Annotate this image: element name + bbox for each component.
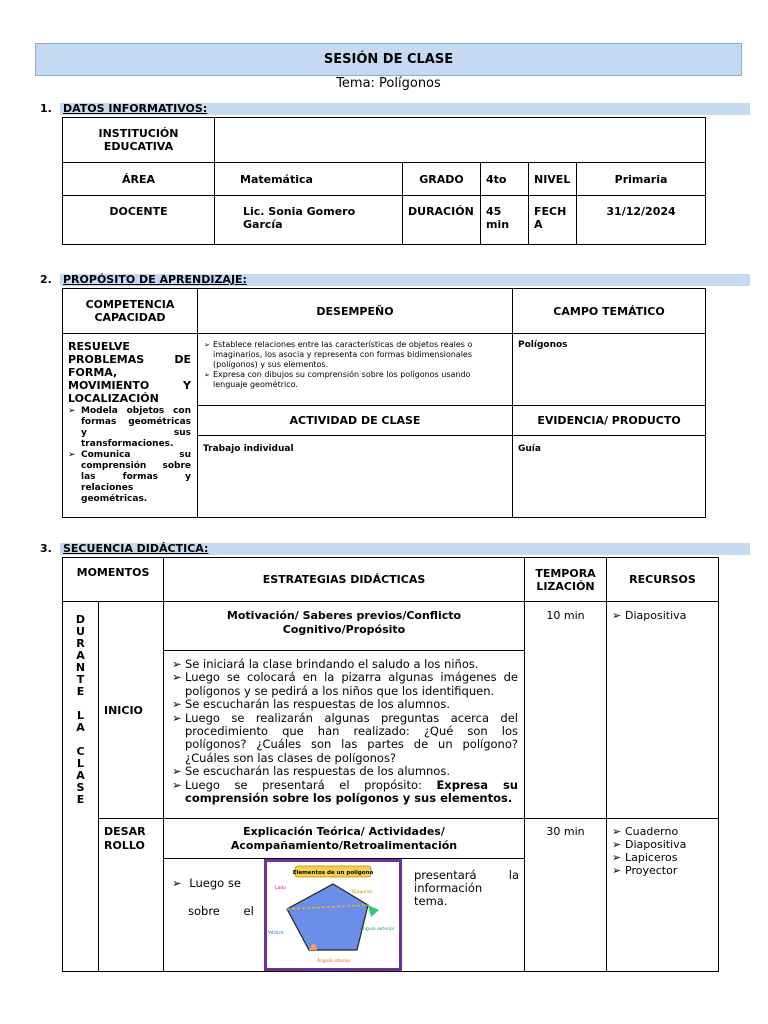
capacidades-list: [68, 406, 191, 505]
desarrollo-text-right: presentará la información tema.: [414, 868, 519, 908]
list-item: ➢ Diapositiva: [612, 838, 713, 851]
list-item: ➢ Luego se presentará el propósito: Expresa su comprensión sobre los polígonos y sus elementos.: [172, 779, 518, 806]
polygon-diagram: [267, 862, 399, 968]
section-label: PROPÓSITO DE APRENDIZAJE:: [63, 273, 247, 286]
desempeno-header: DESEMPEÑO: [198, 289, 513, 334]
list-item: ➢ Diapositiva: [612, 609, 713, 622]
list-item: ➢ Se escucharán las respuestas de los alumnos.: [172, 698, 518, 711]
section-number: 3.: [40, 542, 52, 555]
diagram-title: Elementos de un polígono: [292, 870, 374, 876]
datos-informativos-table: [62, 117, 706, 245]
section-1-heading: [0, 102, 750, 115]
inicio-time: 10 min: [525, 602, 607, 819]
list-item: ➢ Expresa con dibujos su comprensión sobre los polígonos usando lenguaje geométrico.: [204, 370, 506, 390]
fecha-value: 31/12/2024: [577, 196, 706, 245]
competencia-header: COMPETENCIA CAPACIDAD: [63, 289, 198, 334]
recursos-header: RECURSOS: [607, 558, 719, 602]
polygon-image: [264, 859, 402, 971]
section-label: SECUENCIA DIDÁCTICA:: [63, 542, 209, 555]
angulo-exterior-label: Ángulo exterior: [360, 927, 395, 932]
desarrollo-text-left: ➢ Luego se sobre el: [172, 876, 254, 918]
diagonal-label: Diagonal: [352, 890, 372, 895]
actividad-header: ACTIVIDAD DE CLASE: [198, 406, 513, 436]
desempeno-cell: [198, 334, 513, 406]
list-item: ➢ Modela objetos con formas geométricas y sus transformaciones.: [68, 406, 191, 450]
angulo-interior-label: Ángulo interior: [317, 959, 351, 964]
inicio-recursos: [607, 602, 719, 819]
list-item: ➢ Cuaderno: [612, 825, 713, 838]
desarrollo-time: 30 min: [525, 819, 607, 972]
area-value: Matemática: [215, 163, 403, 196]
fecha-label: FECH A: [529, 196, 577, 245]
list-item: ➢ Se iniciará la clase brindando el saludo a los niños.: [172, 658, 518, 671]
institucion-label: INSTITUCIÓN EDUCATIVA: [63, 118, 215, 163]
list-item: ➢ Establece relaciones entre las características de objetos reales o imaginarios, los asocia y representa con formas bidimensionales (polígonos) y sus elementos.: [204, 340, 506, 370]
competencia-cell: [63, 334, 198, 518]
grado-value: 4to: [481, 163, 529, 196]
evidencia-value: Guía: [513, 436, 706, 518]
grado-label: GRADO: [403, 163, 481, 196]
actividad-value: Trabajo individual: [198, 436, 513, 518]
list-item: ➢ Luego se realizarán algunas preguntas acerca del procedimiento que han realizado: ¿Qué son los polígonos? ¿Cuáles son las partes de un polígono? ¿Cuáles son las clases de polígonos?: [172, 712, 518, 766]
secuencia-table: [62, 557, 719, 972]
session-title: SESIÓN DE CLASE: [35, 43, 742, 76]
list-item: ➢ Luego se colocará en la pizarra algunas imágenes de polígonos y se pedirá a los niños que los identifiquen.: [172, 671, 518, 698]
inicio-list: [172, 658, 518, 805]
estrategias-header: ESTRATEGIAS DIDÁCTICAS: [164, 558, 525, 602]
desarrollo-recursos: [607, 819, 719, 972]
inicio-label: INICIO: [99, 602, 164, 819]
nivel-label: NIVEL: [529, 163, 577, 196]
competencia-text: RESUELVE PROBLEMAS DE FORMA, MOVIMIENTO Y LOCALIZACIÓN: [68, 340, 191, 405]
list-item: ➢ Se escucharán las respuestas de los alumnos.: [172, 765, 518, 778]
campo-header: CAMPO TEMÁTICO: [513, 289, 706, 334]
momentos-header: MOMENTOS: [63, 558, 164, 602]
vertice-label: Vértice: [268, 931, 284, 936]
inicio-title: Motivación/ Saberes previos/Conflicto Cognitivo/Propósito: [164, 602, 525, 651]
exterior-angle-mark: [368, 905, 379, 917]
area-label: ÁREA: [63, 163, 215, 196]
list-item: ➢ Comunica su comprensión sobre las formas y relaciones geométricas.: [68, 450, 191, 505]
lado-label: Lado: [275, 886, 286, 891]
duracion-value: 45 min: [481, 196, 529, 245]
section-label: DATOS INFORMATIVOS:: [63, 102, 208, 115]
durante-la-clase-label: D U R A N T E L A C L A S E: [63, 602, 99, 972]
docente-label: DOCENTE: [63, 196, 215, 245]
desempenos-list: [204, 340, 506, 390]
section-number: 2.: [40, 273, 52, 286]
section-2-heading: [0, 273, 750, 286]
desarrollo-title: Explicación Teórica/ Actividades/ Acompañamiento/Retroalimentación: [164, 819, 525, 859]
institucion-value: [215, 118, 706, 163]
desarrollo-label: DESAR ROLLO: [99, 819, 164, 972]
nivel-value: Primaria: [577, 163, 706, 196]
desarrollo-strategies: [164, 859, 525, 972]
duracion-label: DURACIÓN: [403, 196, 481, 245]
session-topic: Tema: Polígonos: [336, 76, 441, 91]
list-item: ➢ Lapiceros: [612, 851, 713, 864]
section-3-heading: [0, 542, 750, 555]
section-number: 1.: [40, 102, 52, 115]
docente-value: Lic. Sonia Gomero García: [215, 196, 403, 245]
campo-value: Polígonos: [513, 334, 706, 406]
inicio-strategies: [164, 651, 525, 819]
evidencia-header: EVIDENCIA/ PRODUCTO: [513, 406, 706, 436]
temporalizacion-header: TEMPORA LIZACIÓN: [525, 558, 607, 602]
proposito-table: [62, 288, 706, 518]
list-item: ➢ Proyector: [612, 864, 713, 877]
